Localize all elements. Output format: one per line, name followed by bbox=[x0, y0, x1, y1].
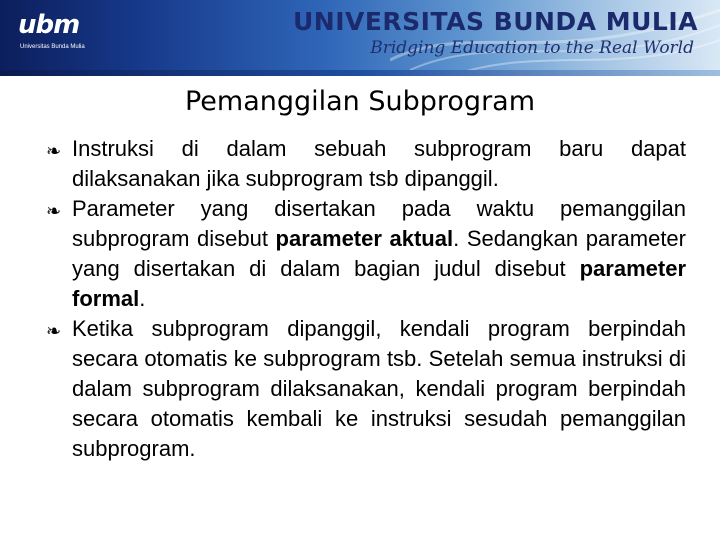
list-item bbox=[46, 134, 686, 194]
tagline: Bridging Education to the Real World bbox=[370, 38, 694, 58]
list-item bbox=[46, 314, 686, 464]
item-text: . bbox=[139, 286, 146, 311]
banner-divider bbox=[0, 70, 720, 76]
slide-title-text: Pemanggilan Subprogram bbox=[184, 86, 536, 117]
term-parameter-formal: parameter formal bbox=[72, 256, 686, 311]
item-text: Parameter yang disertakan pada waktu pemanggilan subprogram disebut bbox=[72, 196, 686, 251]
list-item bbox=[46, 194, 686, 314]
logo-text: ubm bbox=[18, 10, 80, 40]
university-name: UNIVERSITAS BUNDA MULIA bbox=[292, 7, 698, 36]
bullet-arrow-icon: ❧ bbox=[46, 141, 62, 161]
bullet-list bbox=[46, 134, 686, 464]
slide-title bbox=[0, 86, 720, 117]
bullet-arrow-icon: ❧ bbox=[46, 321, 62, 341]
item-text: Ketika subprogram dipanggil, kendali program berpindah secara otomatis ke subprogram tsb. Setelah semua instruksi di dalam subprogram dilaksanakan, kendali program berpindah secara otomatis kembali ke instruksi sesudah pemanggilan subprogram. bbox=[72, 316, 686, 461]
header-banner bbox=[0, 0, 720, 76]
bullet-arrow-icon: ❧ bbox=[46, 201, 62, 221]
ubm-logo bbox=[18, 10, 88, 50]
term-parameter-aktual: parameter aktual bbox=[275, 226, 454, 251]
item-text: Instruksi di dalam sebuah subprogram baru dapat dilaksanakan jika subprogram tsb dipanggil. bbox=[72, 136, 686, 191]
logo-subtext: Universitas Bunda Mulia bbox=[20, 44, 85, 50]
item-text: . Sedangkan parameter yang disertakan di dalam bagian judul disebut bbox=[72, 226, 686, 281]
